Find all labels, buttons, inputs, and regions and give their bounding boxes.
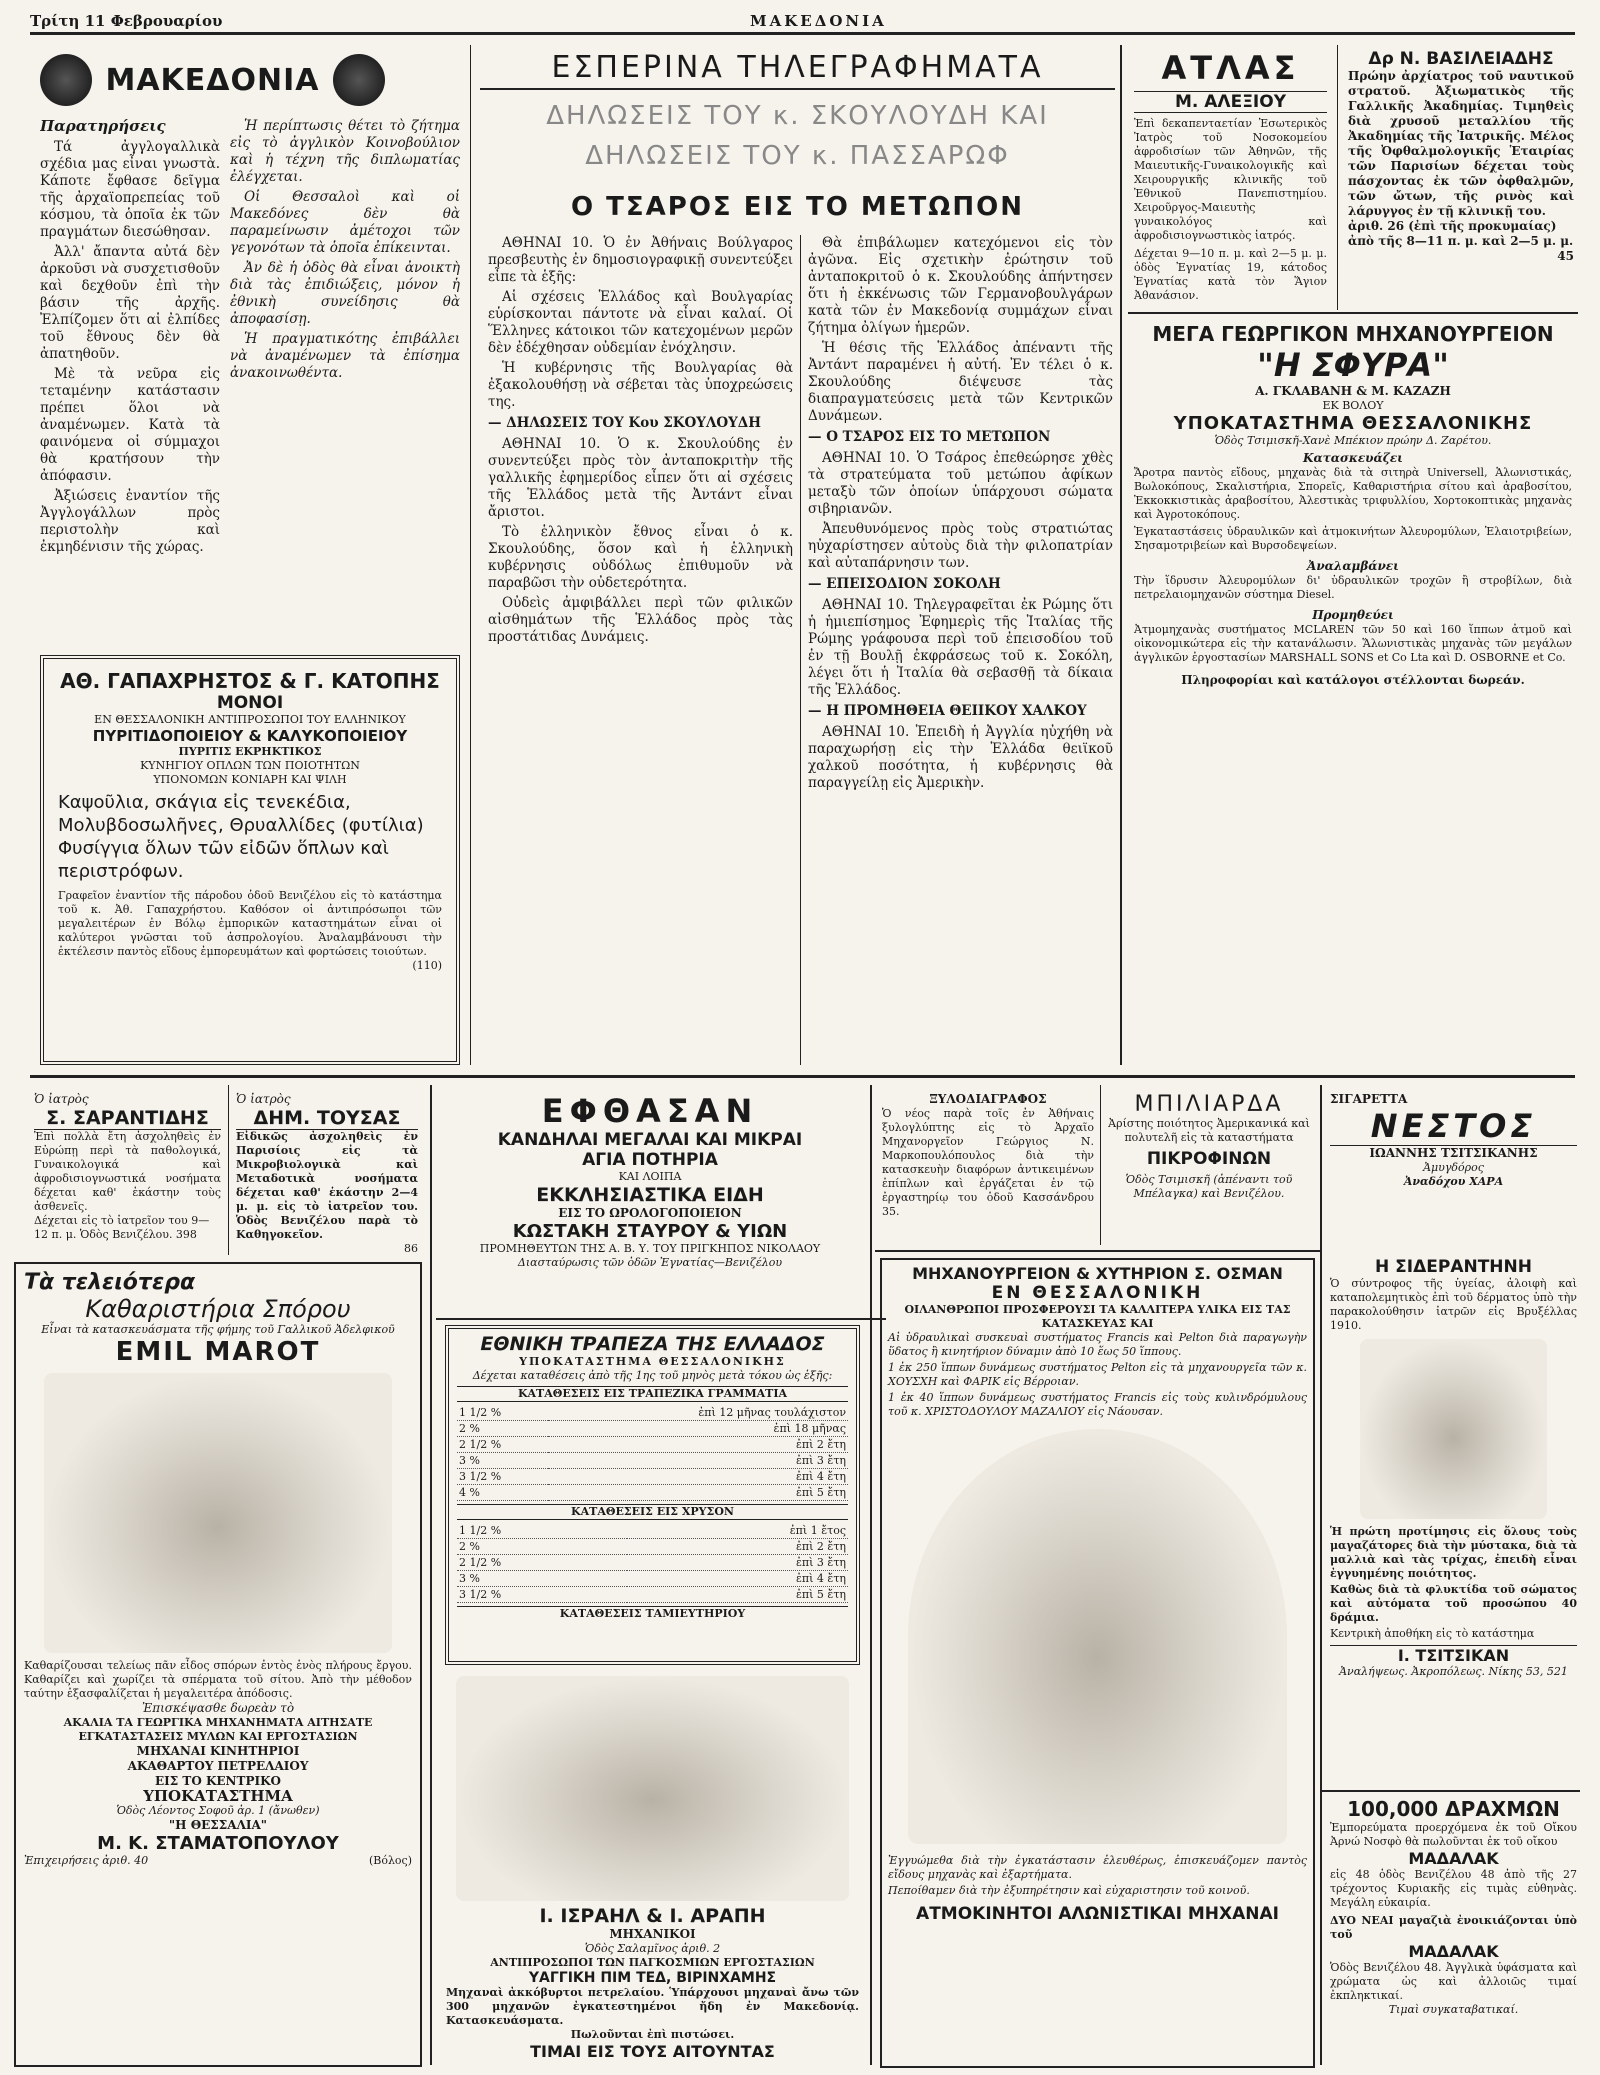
ad-text: Μηχαναὶ ἀκκόβυρτοι πετρελαίου. Ὑπάρχουσι μηχαναὶ ἄνω τῶν 300 μηχανῶν ἐγκατεστημένοι ἤδη ἐν Μακεδονίᾳ. Κατασκευάσματα.: [446, 1986, 859, 2027]
ad-title: ΞΥΛΟΔΙΑΓΡΑΦΟΣ: [929, 1092, 1047, 1106]
ad-text: Πεποίθαμεν διὰ τὴν ἐξυπηρέτησιν καὶ εὐχαριστησιν τοῦ κοινοῦ.: [888, 1884, 1250, 1897]
sfyra-sub: Κατασκευάζει: [1303, 451, 1403, 465]
doctor-text: Ἐπὶ πολλὰ ἔτη ἀσχοληθεὶς ἐν Εὐρώπῃ περὶ τὰ παθολογικά, Γυναικολογικά καὶ ἀφροδισιογνωστικά νοσήματα δέχεται καθ' ἑκάστην τοὺς ἀσθενεῖς.: [34, 1130, 221, 1213]
atlas-hours: Δέχεται 9—10 π. μ. καὶ 2—5 μ. μ. ὁδὸς Ἐγνατίας 19, κάτοδος Ἐγνατίας κατὰ τὸν Ἅγιον Ἀθανάσιον.: [1134, 247, 1327, 302]
ad-gapachristos: [40, 655, 460, 1065]
ad-name: ΠΙΚΡΟΦΙΝΩΝ: [1146, 1149, 1272, 1169]
column-observations: [40, 118, 220, 648]
bank-rates-table: [457, 1405, 848, 1501]
ad-title: Ι. ΙΣΡΑΗΛ & Ι. ΑΡΑΠΗ: [539, 1905, 766, 1927]
telegrams-left-column: [488, 235, 793, 1065]
term-cell: ἐπὶ 18 μῆνας: [548, 1421, 848, 1437]
section-heading: — Η ΠΡΟΜΗΘΕΙΑ ΘΕΙΙΚΟΥ ΧΑΛΚΟΥ: [808, 703, 1087, 719]
ad-prize: Ἀναδόχου ΧΑΡΑ: [1403, 1175, 1504, 1188]
ad-name: Καθαριστήρια Σπόρου: [85, 1295, 351, 1323]
ad-name: ΜΑΔΑΛΑΚ: [1408, 1942, 1499, 1961]
paragraph: ΑΘΗΝΑΙ 10. Ὁ κ. Σκουλούδης ἐν συνεντεύξει πρὸς τὸν ἀνταποκριτὴν τῆς γαλλικῆς ἐφημερίδος εἶπεν ὅτι αἱ σχέσεις τῆς Ἑλλάδος μετὰ τῆς Ἀντάντ εἶναι ἄριστοι.: [488, 436, 793, 520]
doctor-label: Ὁ ἰατρὸς: [236, 1092, 291, 1106]
ad-seed-cleaners: [14, 1262, 422, 2067]
rate-cell: 3 %: [457, 1453, 548, 1469]
ad-line: ΚΑΝΔΗΛΑΙ ΜΕΓΑΛΑΙ ΚΑΙ ΜΙΚΡΑΙ: [497, 1130, 803, 1150]
ad-line: ΚΥΝΗΓΙΟΥ ΟΠΛΩΝ ΤΩΝ ΠΟΙΟΤΗΤΩΝ: [140, 759, 360, 772]
column-rule: [1337, 45, 1338, 310]
paragraph: ΑΘΗΝΑΙ 10. Ὁ ἐν Ἀθήναις Βούλγαρος πρεσβευτὴς ἐν δημοσιογραφικῇ συνεντεύξει εἶπε τὰ ἑξῆς:: [488, 235, 793, 285]
bank-rates-table: [457, 1523, 848, 1603]
ad-national-bank: [445, 1325, 860, 1665]
ad-sfyra: [1128, 318, 1578, 1065]
bank-title: ΕΘΝΙΚΗ ΤΡΑΠΕΖΑ ΤΗΣ ΕΛΛΑΔΟΣ: [480, 1333, 825, 1355]
engine-illustration: [456, 1676, 849, 1901]
table-row: [457, 1453, 848, 1469]
ad-line: ΠΥΡΙΤΙΔΟΠΟΙΕΙΟΥ & ΚΑΛΥΚΟΠΟΙΕΙΟΥ: [92, 727, 408, 745]
ad-title: 100,000 ΔΡΑΧΜΩΝ: [1347, 1797, 1560, 1821]
doctor-hours: Δέχεται εἰς τὸ ἰατρεῖον του 9—12 π. μ. Ὁδὸς Βενιζέλου. 398: [34, 1214, 210, 1241]
ad-israel-engines: [440, 1672, 865, 2067]
ad-text: Ὁ σύντροφος τῆς ὑγείας, ἀλοιφὴ καὶ καταπολεμητικὸς ἐπὶ τοῦ δέρματος ὑπὸ τὴν παρακολούθησιν ἰατρῶν εἰς Βρυξέλλας 1910.: [1330, 1277, 1577, 1332]
ad-address: Ὁδὸς Σαλαμῖνος ἀριθ. 2: [584, 1942, 721, 1955]
ad-text: Ὁ νέος παρὰ τοῖς ἐν Ἀθήναις ξυλογλύπτης εἰς τὸ Ἀρχαῖο Μηχανοργεῖον Γεώργιος Ν. Μαρκοπουλόπουλος διὰ τὴν κατασκευὴν διαφόρων ἀντικειμένων ἐπίπλων καὶ ἐργάζεται ἐν τῷ ἐργαστηρίῳ του ὁδοῦ Κασσάνδρου 35.: [882, 1107, 1094, 1218]
ad-line: Πωλοῦνται ἐπὶ πιστώσει.: [570, 2028, 735, 2041]
ad-address: Ἀναλήψεως. Ἀκροπόλεως. Νίκης 53, 521: [1339, 1665, 1568, 1678]
ad-line: Μ. Κ. ΣΤΑΜΑΤΟΠΟΥΛΟΥ: [97, 1833, 339, 1854]
paragraph: Ἡ θέσις τῆς Ἑλλάδος ἀπέναντι τῆς Ἀντάντ παραμένει ἡ αὐτή. Ἐν τέλει ὁ κ. Σκουλούδης διέψευσε τὰς διαπραγματεύσεις μετὰ τῶν Κεντρικῶν Δυνάμεων.: [808, 340, 1113, 424]
ad-text: Καθὼς διὰ τὰ φλυκτίδα τοῦ σώματος καὶ αὐτόματα τοῦ προσώπου 40 δράμια.: [1330, 1583, 1577, 1624]
ad-bottom-line: ΑΤΜΟΚΙΝΗΤΟΙ ΑΛΩΝΙΣΤΙΚΑΙ ΜΗΧΑΝΑΙ: [916, 1904, 1279, 1924]
doctor-name: Σ. ΣΑΡΑΝΤΙΔΗΣ: [34, 1107, 221, 1130]
telegrams-subtitle: ΔΗΛΩΣΕΙΣ ΤΟΥ κ. ΣΚΟΥΛΟΥΔΗ ΚΑΙ ΔΗΛΩΣΕΙΣ ΤΟΥ κ. ΠΑΣΣΑΡΩΦ: [546, 101, 1049, 171]
ad-line: ΑΓΙΑ ΠΟΤΗΡΙΑ: [582, 1150, 718, 1170]
term-cell: ἐπὶ 1 ἔτος: [627, 1523, 848, 1539]
ad-ref: (Βόλος): [368, 1854, 412, 1867]
observations-heading: Παρατηρήσεις: [40, 118, 166, 135]
sfyra-sub: Προμηθεύει: [1312, 608, 1394, 622]
ad-title: ΝΕΣΤΟΣ: [1370, 1107, 1537, 1145]
rate-cell: 1 1/2 %: [457, 1523, 627, 1539]
column-commentary: [230, 118, 460, 648]
ad-woodcarver: [878, 1090, 1098, 1245]
turbine-illustration: [908, 1429, 1287, 1844]
ad-efthasan: [440, 1090, 860, 1315]
rate-cell: 3 1/2 %: [457, 1587, 627, 1603]
ad-line: ΕΓΚΑΤΑΣΤΑΣΕΙΣ ΜΥΛΩΝ ΚΑΙ ΕΡΓΟΣΤΑΣΙΩΝ: [78, 1730, 358, 1743]
ad-100000-drachmas: [1326, 1795, 1581, 2067]
ad-line: Ἐπιχειρήσεις ἀριθ. 40: [24, 1854, 149, 1867]
term-cell: ἐπὶ 2 ἔτη: [627, 1539, 848, 1555]
masthead-logo: [40, 50, 385, 110]
column-rule: [1320, 1085, 1322, 2065]
ad-line: ΚΩΣΤΑΚΗ ΣΤΑΥΡΟΥ & ΥΙΩΝ: [512, 1221, 788, 1242]
sfyra-text: Ἐγκαταστάσεις ὑδραυλικῶν καὶ ἀτμοκινήτων Ἀλευρομύλων, Ἐλαιοτριβείων, Σησαμοτριβείων καὶ Βυρσοδεψείων.: [1134, 525, 1572, 552]
ad-line: Ὁδὸς Λέοντος Σοφοῦ ἀρ. 1 (ἄνωθεν): [116, 1804, 320, 1817]
ad-line: ΥΑΓΓΙΚΗ ΠΙΜ ΤΕΔ, ΒΙΡΙΝΧΑΜΗΣ: [528, 1970, 777, 1986]
ad-sub: ΕΝ ΘΕΣΣΑΛΟΝΙΚΗ: [991, 1283, 1204, 1303]
atlas-title: ΑΤΛΑΣ: [1161, 49, 1300, 87]
ad-doctor-vasileiadis: [1342, 45, 1580, 310]
ad-line: Διασταύρωσις τῶν ὁδῶν Ἐγνατίας—Βενιζέλου: [517, 1256, 783, 1269]
table-row: [457, 1523, 848, 1539]
ad-text: Ἀρίστης ποιότητος Ἀμερικανικά καὶ πολυτελῆ εἰς τὰ καταστήματα: [1108, 1117, 1310, 1144]
globe-icon-left: [40, 54, 92, 106]
rate-cell: 2 1/2 %: [457, 1437, 548, 1453]
section-heading: — Ο ΤΣΑΡΟΣ ΕΙΣ ΤΟ ΜΕΤΩΠΟΝ: [808, 429, 1051, 445]
table-row: [457, 1571, 848, 1587]
ad-text: εἰς 48 ὁδὸς Βενιζέλου 48 ἀπὸ τῆς 27 τρέχοντος Κυριακῆς εἰς τιμὰς εὐθηνὰς. Μεγάλη εὐκαιρία.: [1330, 1868, 1577, 1909]
table-row: [457, 1587, 848, 1603]
doctor-name: ΔΗΜ. ΤΟΥΣΑΣ: [236, 1107, 418, 1130]
ad-text: Ἐγγυώμεθα διὰ τὴν ἐγκατάστασιν ἐλευθέρως, ἐπισκευάζομεν παντὸς εἴδους μηχανὰς καὶ ἐξαρτήματα.: [888, 1854, 1307, 1881]
ad-text: ΔΥΟ ΝΕΑΙ μαγαζιὰ ἐνοικιάζονται ὑπὸ τοῦ: [1330, 1914, 1577, 1941]
doctor-hours: ἀριθ. 26 (ἐπὶ τῆς προκυμαίας) ἀπὸ τῆς 8—11 π. μ. καὶ 2—5 μ. μ.: [1348, 219, 1574, 248]
ad-small: Ὁδὸς Τσιμισκῆ (ἀπέναντι τοῦ Μπέλαγκα) καὶ Βενιζέλου.: [1125, 1173, 1293, 1200]
ad-line: ΕΙΣ ΤΟ ΚΕΝΤΡΙΚΟ: [155, 1774, 281, 1788]
ad-maker: ΙΩΑΝΝΗΣ ΤΣΙΤΣΙΚΑΝΗΣ: [1330, 1145, 1577, 1161]
doctor-name: Δρ Ν. ΒΑΣΙΛΕΙΑΔΗΣ: [1368, 49, 1554, 69]
horizontal-rule: [436, 1318, 886, 1320]
rate-cell: 3 %: [457, 1571, 627, 1587]
ad-line: ΥΠΟΝΟΜΩΝ ΚΟΝΙΑΡΗ ΚΑΙ ΨΙΛΗ: [153, 773, 347, 786]
rate-cell: 4 %: [457, 1485, 548, 1501]
seed-cleaner-machine-illustration: [44, 1373, 392, 1653]
table-row: [457, 1555, 848, 1571]
column-rule: [1120, 45, 1122, 1065]
ad-line: ΠΥΡΙΤΙΣ ΕΚΡΗΚΤΙΚΟΣ: [178, 745, 322, 758]
column-rule: [228, 1085, 229, 1255]
ad-text: Αἱ ὑδραυλικαὶ συσκευαὶ συστήματος Francis καὶ Pelton διὰ παραγωγὴν ὕδατος ἢ κινητήριον δύναμιν ἀπὸ 10 ἕως 50 ἵππους.: [888, 1331, 1307, 1358]
ad-main-text: Καψοῦλια, σκάγια εἰς τενεκέδια, Μολυβδοσωλῆνες, Θρυαλλίδες (φυτίλια) Φυσίγγια ὅλων τῶν εἰδῶν ὅπλων καὶ περιστρόφων.: [58, 792, 424, 882]
paragraph: Θὰ ἐπιβάλωμεν κατεχόμενοι εἰς τὸν ἀγῶνα. Εἰς σχετικὴν ἐρώτησιν τοῦ ἀνταποκριτοῦ ὁ κ. Σκουλούδης ἀπήντησεν ὅτι ἡ ἐκκένωσις τῶν Γερμανοβουλγάρων κατὰ τῶν ἐν Μακεδονίᾳ συμμάχων εἶναι ζήτημα ὀλίγων ἡμερῶν.: [808, 235, 1113, 336]
term-cell: ἐπὶ 4 ἔτη: [627, 1571, 848, 1587]
ad-brand: EMIL MAROT: [115, 1337, 321, 1367]
ad-atlas: [1128, 45, 1333, 310]
paragraph: Ἀξιώσεις ἐναντίον τῆς Ἀγγλογάλλων πρὸς περιστολὴν καὶ ἐκμηδένισιν τῆς χώρας.: [40, 488, 220, 555]
column-rule: [1100, 1085, 1101, 1245]
term-cell: ἐπὶ 5 ἔτη: [627, 1587, 848, 1603]
ad-text: Ἡ πρώτη προτίμησις εἰς ὅλους τοὺς μαγαζάτορες διὰ τὴν μύστακα, διὰ τὰ μαλλιὰ καὶ τὰς τρίχας, ἐπειδὴ εἶναι ἐγγυημένης ποιότητος.: [1330, 1525, 1577, 1580]
telegrams-title: ΕΣΠΕΡΙΝΑ ΤΗΛΕΓΡΑΦΗΜΑΤΑ: [551, 50, 1044, 85]
column-rule: [430, 1085, 432, 2065]
rate-cell: 1 1/2 %: [457, 1405, 548, 1421]
term-cell: ἐπὶ 5 ἔτη: [548, 1485, 848, 1501]
ad-text: 1 ἐκ 40 ἵππων δυνάμεως συστήματος Francis εἰς τοὺς κυλινδρόμυλους τοῦ κ. ΧΡΙΣΤΟΔΟΥΛΟΥ ΜΑΖΑΛΙΟΥ εἰς Νάουσαν.: [888, 1391, 1307, 1418]
top-rule: [30, 32, 1575, 35]
ad-line: ΑΚΑΛΙΑ ΤΑ ΓΕΩΡΓΙΚΑ ΜΗΧΑΝΗΜΑΤΑ ΑΙΤΗΣΑΤΕ: [63, 1716, 373, 1729]
telegrams-header: [480, 50, 1115, 90]
rate-cell: 2 %: [457, 1539, 627, 1555]
bank-intro: Δέχεται καταθέσεις ἀπὸ τῆς 1ης τοῦ μηνὸς μετὰ τόκου ὡς ἑξῆς:: [472, 1369, 833, 1382]
ad-billiards: [1104, 1090, 1314, 1245]
ad-line: ΚΑΙ ΛΟΙΠΑ: [618, 1170, 682, 1183]
horizontal-rule: [1322, 1790, 1580, 1792]
horizontal-rule: [875, 1250, 1320, 1252]
term-cell: ἐπὶ 2 ἔτη: [548, 1437, 848, 1453]
ad-title: ΜΗΧΑΝΟΥΡΓΕΙΟΝ & ΧΥΤΗΡΙΟΝ Σ. ΟΣΜΑΝ: [912, 1264, 1283, 1283]
ad-line: ΥΠΟΚΑΤΑΣΤΗΜΑ: [143, 1787, 293, 1805]
woman-portrait-illustration: [1360, 1339, 1547, 1519]
sfyra-title: ΜΕΓΑ ΓΕΩΡΓΙΚΟΝ ΜΗΧΑΝΟΥΡΓΕΙΟΝ: [1152, 322, 1554, 346]
term-cell: ἐπὶ 3 ἔτη: [548, 1453, 848, 1469]
table-row: [457, 1421, 848, 1437]
atlas-text: Ἐπὶ δεκαπενταετίαν Ἐσωτερικὸς Ἰατρὸς τοῦ Νοσοκομείου ἀφροδισίων τῶν Ἀθηνῶν, τῆς Μαιευτικῆς-Γυναικολογικῆς καὶ Χειρουργικῆς κλινικῆς τοῦ Ἐθνικοῦ Πανεπιστημίου. Χειροῦργος-Μαιευτὴς γυναικολόγος καὶ ἀφροδισιογνωστικὸς ἰατρός.: [1134, 117, 1327, 242]
ad-footer-row: [24, 1854, 412, 1868]
page-divider: [30, 1075, 1575, 1078]
ad-subtitle: ΜΟΝΟΙ: [216, 693, 284, 713]
column-rule: [870, 1085, 872, 2065]
term-cell: ἐπὶ 12 μῆνας τουλάχιστον: [548, 1405, 848, 1421]
ad-title: ΑΘ. ΓΑΠΑΧΡΗΣΤΟΣ & Γ. ΚΑΤΟΠΗΣ: [60, 669, 440, 693]
ad-line: ΕΙΣ ΤΟ ΩΡΟΛΟΓΟΠΟΙΕΙΟΝ: [558, 1206, 742, 1220]
paragraph: Ἡ κυβέρνησις τῆς Βουλγαρίας θὰ ἐξακολουθήσῃ νὰ σέβεται τὰς ὑποχρεώσεις της.: [488, 360, 793, 410]
horizontal-rule: [1128, 312, 1578, 314]
globe-icon-right: [333, 54, 385, 106]
ad-text: Κεντρικὴ ἀποθήκη εἰς τὸ κατάστημα: [1330, 1627, 1535, 1640]
table-row: [457, 1405, 848, 1421]
sfyra-text: Ἀτμομηχανὰς συστήματος MCLAREN τῶν 50 καὶ 160 ἵππων ἀτμοῦ καὶ οἰκονομικώτερα εἰς τὴν κατανάλωσιν. Ἅλωνιστικὰς μηχανὰς τῶν μεγάλων ἀγγλικῶν ἐργοστασίων MARSHALL SONS et Co Lta καὶ D. OSBORNE et Co.: [1134, 623, 1572, 664]
issue-date: Τρίτη 11 Φεβρουαρίου: [30, 12, 223, 30]
rate-cell: 2 %: [457, 1421, 548, 1437]
ad-name: Ι. ΤΣΙΤΣΙΚΑΝ: [1330, 1645, 1577, 1665]
paragraph: Ἡ περίπτωσις θέτει τὸ ζήτημα εἰς τὸ ἀγγλικὸν Κοινοβούλιον καὶ ἡ τέχνη τῆς διπλωματίας ἐλέγχεται.: [230, 118, 460, 185]
rate-cell: 3 1/2 %: [457, 1469, 548, 1485]
table-row: [457, 1437, 848, 1453]
table-row: [457, 1469, 848, 1485]
ad-ref: (110): [412, 959, 442, 972]
paragraph: ΑΘΗΝΑΙ 10. Τηλεγραφεῖται ἐκ Ρώμης ὅτι ἡ ἡμιεπίσημος Ἐφημερὶς τῆς Ἰταλίας τῆς Ρώμης γράφουσα περὶ τοῦ ἐπεισοδίου τοῦ ἐν τῇ Βουλῇ ἐκφράσεως τοῦ κ. Σοκόλη, λέγει ὅτι ἡ Ἰταλία θὰ σεβασθῇ τὰ δίκαια τῆς Ἑλλάδος.: [808, 597, 1113, 698]
bank-section-heading: ΚΑΤΑΘΕΣΕΙΣ ΕΙΣ ΧΡΥΣΟΝ: [457, 1504, 848, 1520]
ad-text: 1 ἐκ 250 ἵππων δυνάμεως συστήματος Pelton εἰς τὰ μηχανουργεῖα τῶν κ. ΧΟΥΣΧΗ καὶ ΦΑΡΙΚ εἰς Βέρροιαν.: [888, 1361, 1307, 1388]
paragraph: Οὐδεὶς ἀμφιβάλλει περὶ τῶν φιλικῶν αἰσθημάτων τῆς Ἑλλάδος πρὸς τὰς προστάτιδας Δυνάμεις.: [488, 595, 793, 645]
ad-tousas: [232, 1090, 422, 1255]
ad-foundry: [880, 1258, 1315, 2068]
paragraph: Τά ἀγγλογαλλικὰ σχέδια μας εἶναι γνωστὰ. Κάποτε ἔφθασε δεῖγμα τῆς ἀρχαϊοπρεπείας τοῦ κόσμου, τὰ ὁποῖα ἐκ τῶν πραγμάτων διεσώθησαν.: [40, 139, 220, 240]
bank-section-heading: ΚΑΤΑΘΕΣΕΙΣ ΕΙΣ ΤΡΑΠΕΖΙΚΑ ΓΡΑΜΜΑΤΙΑ: [457, 1386, 848, 1402]
paper-name-top: ΜΑΚΕΔΟΝΙΑ: [750, 12, 887, 30]
paragraph: Μὲ τὰ νεῦρα εἰς τεταμένην κατάστασιν πρέπει ὅλοι νὰ ἀναμένωμεν. Κατὰ τὰ φαινόμενα οἱ σύμμαχοι θὰ κρατήσουν τὴν ἀπόφασιν.: [40, 366, 220, 484]
paragraph: Ἀλλ' ἄπαντα αὐτά δὲν ἀρκοῦσι νὰ συσχετισθοῦν καὶ δεχθοῦν ἐπὶ τὴν βάσιν τῆς ἀρχῆς. Ἐλπίζομεν ὅτι αἱ ἐλπίδες τοῦ ἔθνους δὲν θὰ ἀπατηθοῦν.: [40, 244, 220, 362]
ad-text: Ἐμπορεύματα προερχόμενα ἐκ τοῦ Οἴκου Ἀρνώ Νοσφὸ θὰ πωλοῦνται ἐκ τοῦ οἴκου: [1330, 1821, 1577, 1848]
paragraph: Τὸ ἑλληνικὸν ἔθνος εἶναι ὁ κ. Σκουλούδης, ὅσον καὶ ἡ ἑλληνικὴ κυβέρνησις οὐδόλως ἐπιθυμοῦν νὰ παραβῶσι τὴν οὐδετερότητα.: [488, 524, 793, 591]
sfyra-text: Τὴν ἵδρυσιν Ἀλευρομύλων δι' ὑδραυλικῶν τροχῶν ἢ στροβίλων, διὰ πετρελαιομηχανῶν σύστημα Diesel.: [1134, 574, 1572, 601]
ad-sub: Εἶναι τὰ κατασκευάσματα τῆς φήμης τοῦ Γαλλικοῦ Ἀδελφικοῦ: [41, 1323, 395, 1336]
doctor-text: Πρώην ἀρχίατρος τοῦ ναυτικοῦ στρατοῦ. Ἀξιωματικὸς τῆς Γαλλικῆς Ἀκαδημίας. Τιμηθεὶς διὰ χρυσοῦ μεταλλίου τῆς Ἀκαδημίας τῆς Ἰατρικῆς. Μέλος τῆς Ὀφθαλμολογικῆς Ἑταιρίας τῶν Παρισίων δέχεται τοὺς πάσχοντας ἐκ τῶν ὀφθαλμῶν, τῶν ὤτων, τῆς ρινὸς καὶ λάρυγγος ἐν τῇ κλινικῇ του.: [1348, 69, 1574, 218]
ad-line: "Η ΘΕΣΣΑΛΙΑ": [168, 1818, 268, 1832]
sfyra-address: Ὁδὸς Τσιμισκῆ-Χανὲ Μπέκιον πρώην Δ. Ζαρέτου.: [1214, 434, 1492, 447]
sfyra-text: Ἄροτρα παντὸς εἴδους, μηχανὰς διὰ τὰ σιτηρὰ Universell, Ἁλωνιστικάς, Βωλοκόπους, Σκαλιστήρια, Σπορεῖς, Καθαριστήρια σίτου καὶ ἀραβοσίτου, Ἐκκοκκιστικὰς ἀραβοσίτου, Ἀλεστικὰς τριφυλλίου, Χορτοκοπτικὰς μηχανὰς καὶ Ἀγροτοκόπους.: [1134, 466, 1572, 521]
sfyra-origin: ΕΚ ΒΟΛΟΥ: [1322, 399, 1384, 412]
efthasan-title: ΕΦΘΑΣΑΝ: [541, 1092, 759, 1130]
doctor-ref: 45: [1557, 249, 1574, 263]
ad-sarantidis: [30, 1090, 225, 1255]
ad-place: Ἀμυγδόρος: [1423, 1161, 1484, 1174]
ad-text: Ὁδὸς Βενιζέλου 48. Ἀγγλικὰ ὑφάσματα καὶ χρώματα ὡς καὶ ἀλλοιῶς τιμαί ἐκπληκτικαί.: [1330, 1961, 1577, 2002]
term-cell: ἐπὶ 4 ἔτη: [548, 1469, 848, 1485]
logo-text: ΜΑΚΕΔΟΝΙΑ: [105, 62, 320, 98]
ad-line: ΕΚΚΛΗΣΙΑΣΤΙΚΑ ΕΙΔΗ: [536, 1184, 764, 1206]
doctor-text: Εἰδικῶς ἀσχοληθεὶς ἐν Παρισίοις εἰς τὰ Μικροβιολογικὰ καὶ Μεταδοτικὰ νοσήματα δέχεται καθ' ἑκάστην 2—4 μ. μ. εἰς τὸ ἰατρεῖον του. Ὁδὸς Βενιζέλου παρὰ τὸ Καθηγοκεῖον.: [236, 1130, 418, 1241]
ad-line: ΑΝΤΙΠΡΟΣΩΠΟΙ ΤΩΝ ΠΑΓΚΟΣΜΙΩΝ ΕΡΓΟΣΤΑΣΙΩΝ: [490, 1956, 815, 1969]
ad-line: ΑΚΑΘΑΡΤΟΥ ΠΕΤΡΕΛΑΙΟΥ: [127, 1759, 309, 1773]
sfyra-name: "Η ΣΦΥΡΑ": [1257, 346, 1449, 384]
paragraph: Ἡ πραγματικότης ἐπιβάλλει νὰ ἀναμένωμεν τὰ ἐπίσημα ἀνακοινωθέντα.: [230, 331, 460, 381]
telegrams-right-column: [808, 235, 1113, 1065]
ad-sub: ΜΗΧΑΝΙΚΟΙ: [609, 1927, 696, 1941]
paragraph: Ἀπευθυνόμενος πρὸς τοὺς στρατιώτας ηὐχαρίστησεν αὐτοὺς διὰ τὴν φιλοπατρίαν καὶ αὐταπάρνησιν των.: [808, 521, 1113, 571]
ad-small-text: Γραφεῖον ἐναντίον τῆς πάροδου ὁδοῦ Βενιζέλου εἰς τὸ κατάστημα τοῦ κ. Ἀθ. Γαπαχρήστου. Καθόσον οἱ ἀντιπρόσωποι τῶν μεγαλειτέρων ἐν Βόλῳ ἐμπορικῶν καταστημάτων εἶναι οἱ καλύτεροι γνῶσται τοῦ ἀσπρολογίου. Ἀναλαμβάνουσι τὴν ἐκτέλεσιν παντὸς εἴδους ἐμπορευμάτων καὶ φορτώσεις τοιούτων.: [58, 889, 442, 958]
paragraph: Ἀν δὲ ἡ ὁδὸς θὰ εἶναι ἀνοικτὴ διὰ τὰς ἐπιδιώξεις, μόνον ἡ ἐθνικὴ συνείδησις θὰ ἀποφασίσῃ.: [230, 260, 460, 327]
ad-nestos-cigarettes: [1326, 1090, 1581, 1250]
sfyra-branch: ΥΠΟΚΑΤΑΣΤΗΜΑ ΘΕΣΣΑΛΟΝΙΚΗΣ: [1173, 413, 1533, 434]
top-bar: [30, 10, 1575, 32]
table-row: [457, 1539, 848, 1555]
ad-line: ΟΙΛΑΝΘΡΩΠΟΙ ΠΡΟΣΦΕΡΟΥΣΙ ΤΑ ΚΑΛΛΙΤΕΡΑ ΥΛΙΚΑ ΕΙΣ ΤΑΣ ΚΑΤΑΣΚΕΥΑΣ ΚΑΙ: [904, 1303, 1291, 1330]
section-heading: — ΕΠΕΙΣΟΔΙΟΝ ΣΟΚΟΛΗ: [808, 576, 1001, 592]
ad-line: ΜΗΧΑΝΑΙ ΚΙΝΗΤΗΡΙΟΙ: [136, 1744, 300, 1758]
ad-line: Ἐπισκέψασθε δωρεὰν τὸ: [141, 1701, 295, 1715]
ad-name: ΜΑΔΑΛΑΚ: [1408, 1849, 1499, 1868]
atlas-name: Μ. ΑΛΕΞΙΟΥ: [1134, 91, 1327, 113]
ad-text: Καθαρίζουσαι τελείως πᾶν εἶδος σπόρων ἐντὸς ἑνὸς πλήρους ἔργου. Καθαρίζει καὶ χωρίζει τὰ σπέρματα τοῦ σίτου. Ἀπὸ τὴν μέθοδον ταύτην ἐξασφαλίζεται ἡ μεγαλειτέρα ἀπόδοσις.: [24, 1659, 412, 1700]
ad-text: Τιμαὶ συγκαταβατικαί.: [1388, 2003, 1519, 2016]
section-heading: — ΔΗΛΩΣΕΙΣ ΤΟΥ Κου ΣΚΟΥΛΟΥΔΗ: [488, 415, 762, 431]
sfyra-sub: Ἀναλαμβάνει: [1307, 559, 1399, 573]
sfyra-footer: Πληροφορίαι καὶ κατάλογοι στέλλονται δωρεάν.: [1181, 673, 1525, 687]
paragraph: Αἱ σχέσεις Ἑλλάδος καὶ Βουλγαρίας εὑρίσκονται πάντοτε νὰ εἶναι καλαί. Οἱ Ἕλληνες κάτοικοι τῶν κατεχομένων μερῶν δὲν ἐδέχθησαν οὐδεμίαν ἐνόχλησιν.: [488, 289, 793, 356]
doctor-ref: 86: [404, 1242, 418, 1255]
sfyra-owners: Α. ΓΚΛΑΒΑΝΗ & Μ. ΚΑΖΑΖΗ: [1255, 384, 1451, 398]
ad-line: ΠΡΟΜΗΘΕΥΤΩΝ ΤΗΣ Α. Β. Υ. ΤΟΥ ΠΡΙΓΚΗΠΟΣ ΝΙΚΟΛΑΟΥ: [479, 1242, 821, 1255]
column-rule: [800, 235, 801, 1065]
telegrams-headline: Ο ΤΣΑΡΟΣ ΕΙΣ ΤΟ ΜΕΤΩΠΟΝ: [571, 192, 1024, 222]
term-cell: ἐπὶ 3 ἔτη: [627, 1555, 848, 1571]
ad-siderantini: [1326, 1255, 1581, 1785]
ad-title: ΜΠΙΛΙΑΡΔΑ: [1134, 1092, 1284, 1117]
bank-section-heading: ΚΑΤΑΘΕΣΕΙΣ ΤΑΜΙΕΥΤΗΡΙΟΥ: [457, 1606, 848, 1621]
ad-line: ΤΙΜΑΙ ΕΙΣ ΤΟΥΣ ΑΙΤΟΥΝΤΑΣ: [530, 2042, 775, 2061]
paragraph: Οἱ Θεσσαλοὶ καὶ οἱ Μακεδόνες δὲν θὰ παραμείνωσιν ἀμέτοχοι τῶν γεγονότων τὰ ὁποῖα ἐπίκεινται.: [230, 189, 460, 256]
ad-line: ΕΝ ΘΕΣΣΑΛΟΝΙΚΗ ΑΝΤΙΠΡΟΣΩΠΟΙ ΤΟΥ ΕΛΛΗΝΙΚΟΥ: [94, 713, 406, 726]
doctor-label: Ὁ ἰατρὸς: [34, 1092, 89, 1106]
ad-heading: Τὰ τελειότερα: [24, 1270, 196, 1295]
ad-label: ΣΙΓΑΡΕΤΤΑ: [1330, 1092, 1408, 1106]
paragraph: ΑΘΗΝΑΙ 10. Ὁ Τσάρος ἐπεθεώρησε χθὲς τὰ στρατεύματα τοῦ μετώπου ἀφίκων μεταξὺ τῶν ὁποίων ὑπάρχουσι σώματα σιβηριανῶν.: [808, 450, 1113, 517]
bank-subtitle: ΥΠΟΚΑΤΑΣΤΗΜΑ ΘΕΣΣΑΛΟΝΙΚΗΣ: [519, 1355, 786, 1368]
rate-cell: 2 1/2 %: [457, 1555, 627, 1571]
paragraph: ΑΘΗΝΑΙ 10. Ἐπειδὴ ἡ Ἀγγλία ηὐχήθη νὰ παραχωρήσῃ εἰς τὴν Ἑλλάδα θειϊκοῦ χαλκοῦ ποσότητα, ἡ κυβέρνησις θὰ παραγγείλῃ εἰς Ἀμερικὴν.: [808, 724, 1113, 791]
ad-title: Η ΣΙΔΕΡΑΝΤΗΝΗ: [1375, 1257, 1532, 1277]
table-row: [457, 1485, 848, 1501]
column-rule: [470, 45, 471, 1065]
